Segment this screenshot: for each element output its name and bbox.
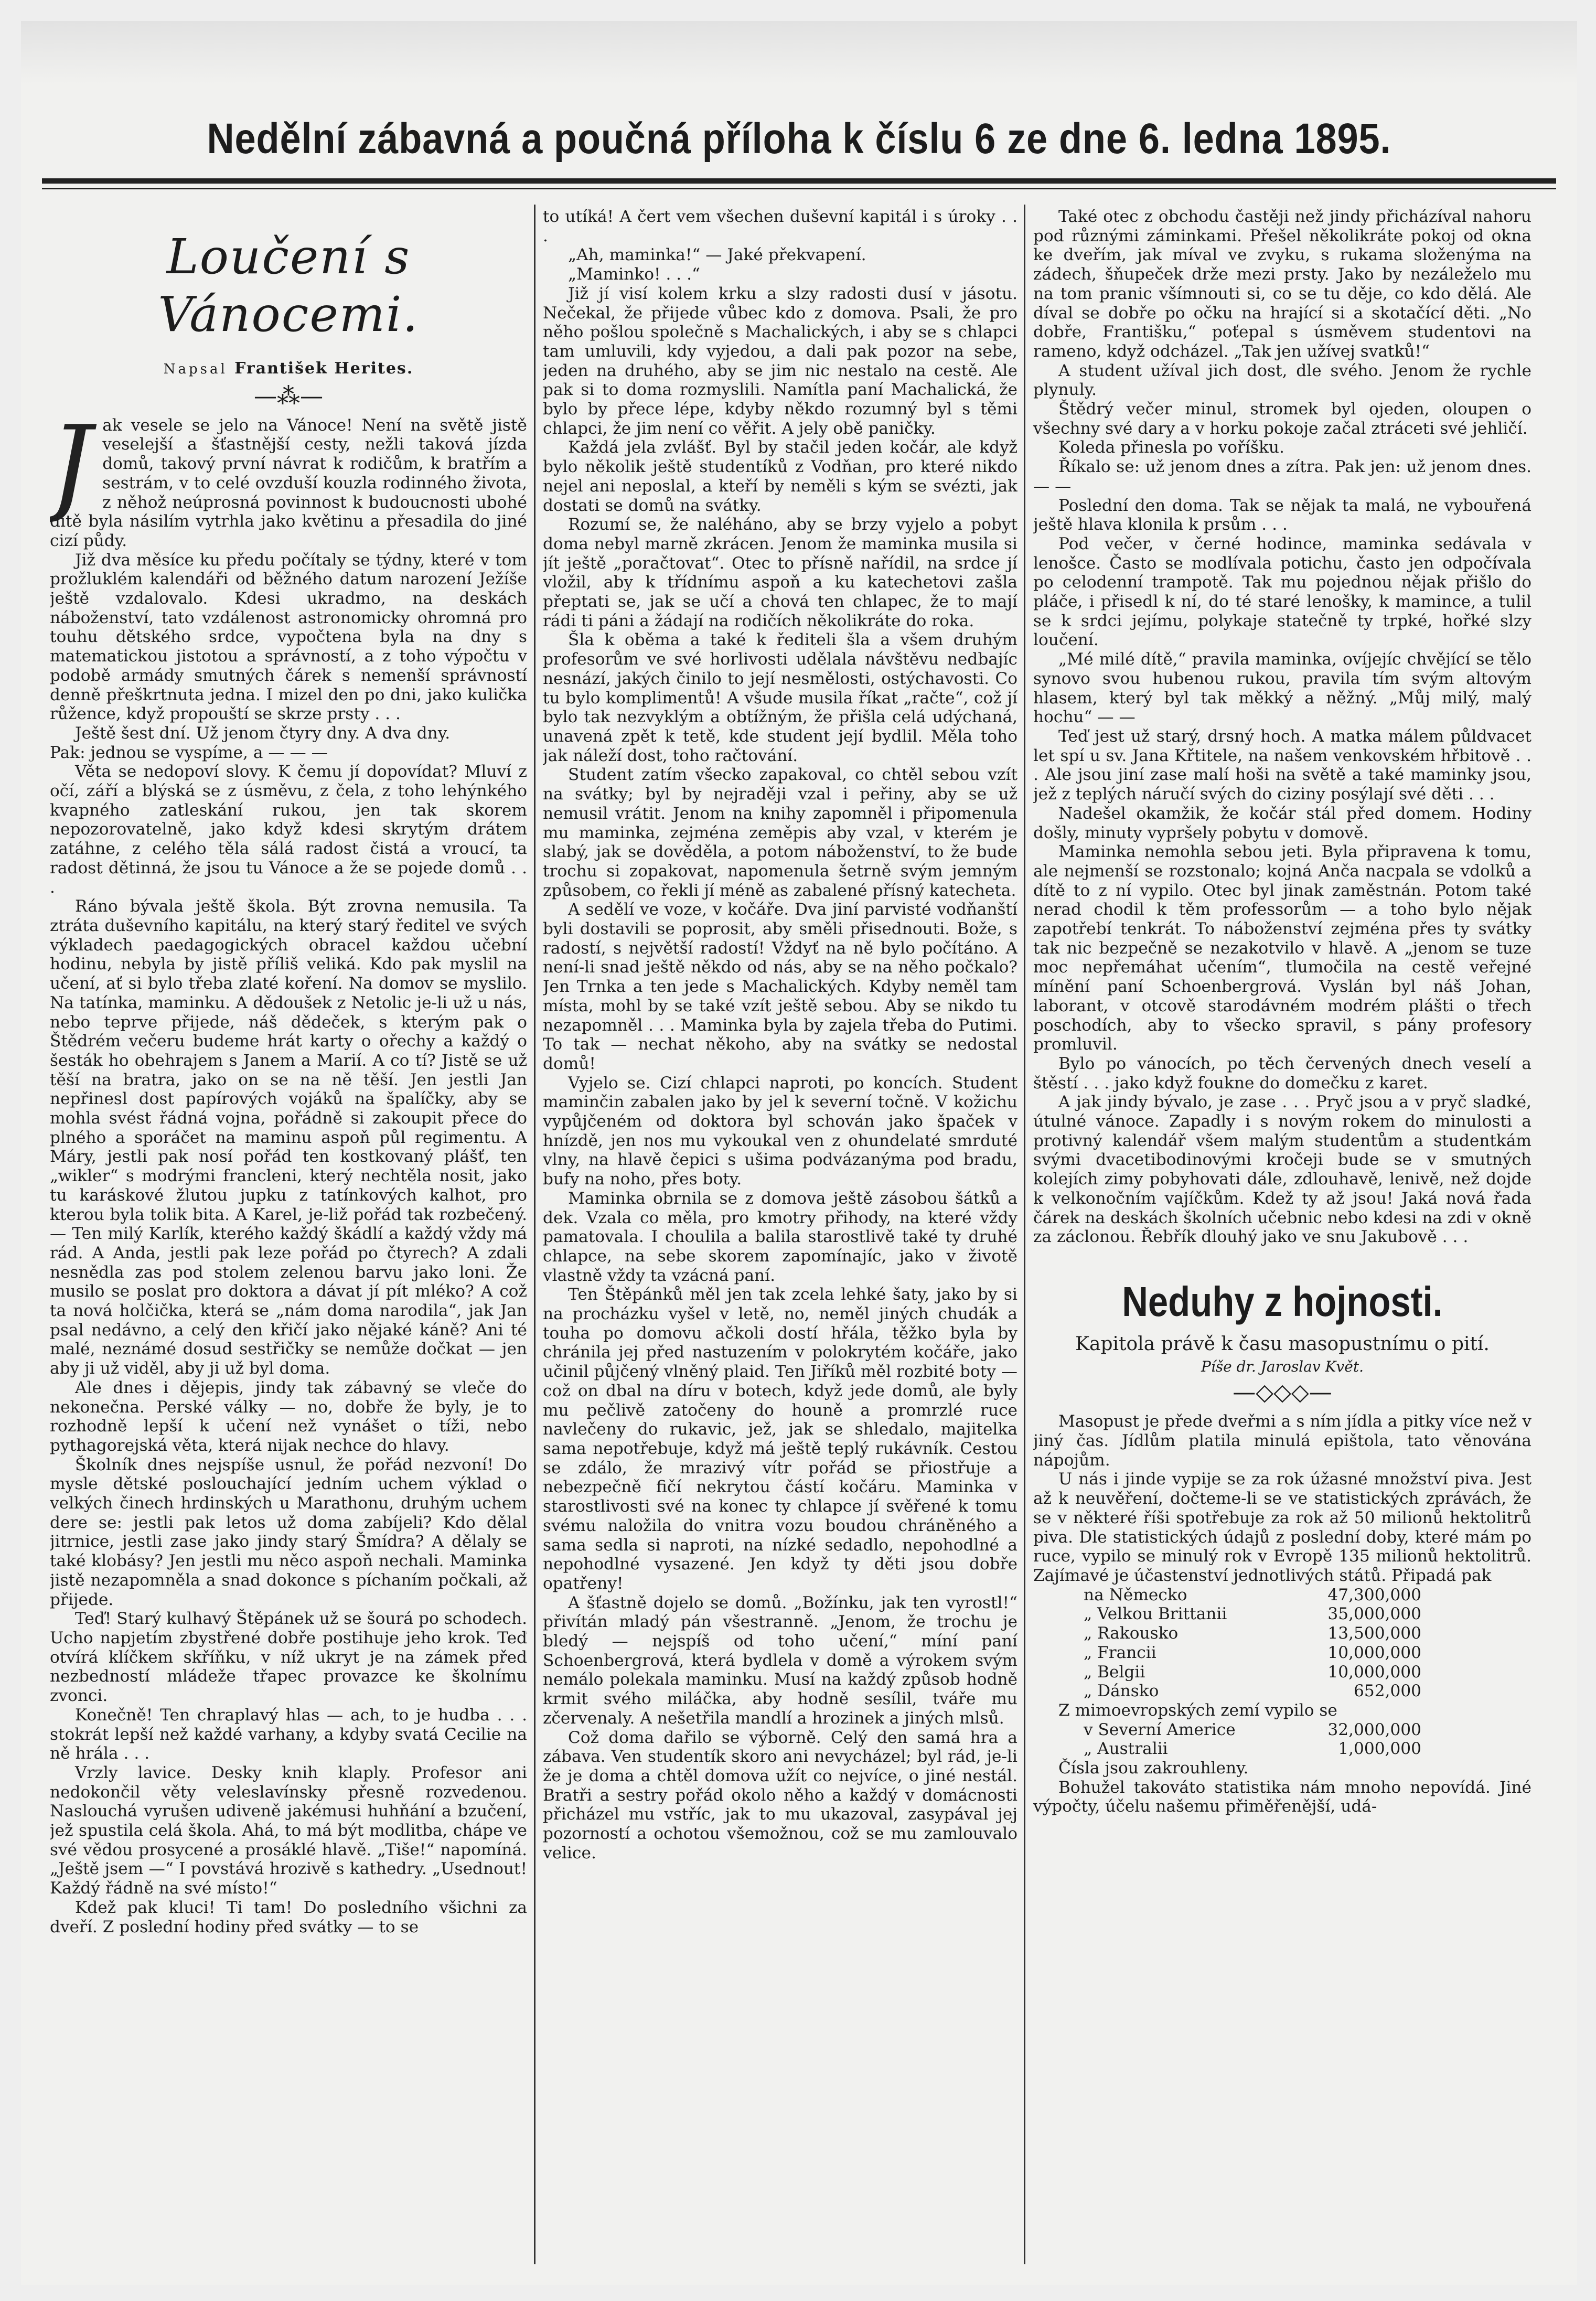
- paragraph: Masopust je předе dveřmi a s ním jídla a pitky více než v jiný čas. Jídlům platila minulá epištola, tato věnována nápojům.: [1033, 1412, 1531, 1470]
- paragraph: Vyjelo se. Cizí chlapci naproti, po koncích. Student maminčin zabalen jako by jel k severní točně. V kožichu vypůjčeném od doktora byl schován jako špaček v hnízdě, jen nos mu vykoukal ven z ohundelaté smrduté vlny, na hlavě čepici s ušima podvázanýma pod bradu, bufy na noho, přes boty.: [543, 1073, 1017, 1189]
- paragraph: Poslední den doma. Tak se nějak ta malá, ne vybouřená ještě hlava klonila k prsům . . .: [1033, 496, 1531, 534]
- paragraph: A jak jindy bývalo, je zase . . . Pryč jsou a v pryč sladké, útulné vánoce. Zapadly i s novým rokem do minulosti a protivný kalendář všem malým studentům a studentkám svými dvacetibodinovými kročeji bude se v smutných kolejích zimy pobyhovati dále, zdlouhavě, lenivě, než dojde k velkonočním vajíčkům. Kdež ty až jsou! Jaká nová řada čárek na deskách školních učebnic nebo kdesi na zdi v okně za záclonou. Řebřík dlouhý jako ve snu Jakubově . . .: [1033, 1093, 1531, 1247]
- newspaper-page: [21, 21, 1577, 2285]
- paragraph: Student zatím všecko zapakoval, co chtěl sebou vzít na svátky; byl by nejraději vzal i peřiny, aby se už nemusil vrátit. Jenom na knihy zapomněl i připomenula mu maminka, zejména zeměpis aby vzal, v kterém je slabý, jak se dověděla, a potom náboženství, to že bude trochu si zopakovat, napomenula šetrně svým jemným způsobem, co řekli jí méně as zabalené přísný katecheta.: [543, 765, 1017, 900]
- paragraph: Ten Štěpánků měl jen tak zcela lehké šaty, jako by si na procházku vyšel v letě, no, neměl jiných chudák a touha po domovu ačkoli dostí hřála, těžko byla by chránila jej před nastuzením v polokrytém kočáře, jako učinil půjčený vlněný plaid. Ten Jiříků měl rozbité boty — což on dbal na díru v botech, když jede domů, ale byly mu pečlivě zatočeny do houně a promrzlé ruce navlečeny do rukavic, jež, jak se shledalo, majitelka sama nepotřebuje, když má ještě teplý rukávník. Cestou se zdálo, že mrazivý vítr pořád se přiostřuje a nebezpečně fičí nekrytou částí kočáru. Maminka v starostlivosti své na konec ty chlapce jí svěřené k tomu svému naložila do vnitra vozu boudou chráněného a sama sedla si naproti, na nízké sedadlo, nepohodlné a nepohodlné vysazené. Jen když ty děti jsou dobře opatřeny!: [543, 1285, 1017, 1593]
- stats-row: [1033, 1624, 1531, 1643]
- masthead-rule-thick: [42, 178, 1556, 184]
- paragraph: Již jí visí kolem krku a slzy radosti dusí v jásotu. Nečekal, že přijede vůbec kdo z domova. Psali, že pro něho pošlou společně s Machalických, i aby se s chlapci tam umluvili, kdy vyjedou, a dali pak pozor na sebe, jeden na druhého, aby se jim nic nestalo na cestě. Ale pak si to doma rozmyslili. Namítla paní Machalická, že bylo by přece lépe, kdyby někdo rozumný byl s těmi chlapci, že jim není co věřit. A jely obě paničky.: [543, 284, 1017, 438]
- paragraph: Nadešel okamžik, že kočár stál před domem. Hodiny došly, minuty vypršely pobytu v domově.: [1033, 804, 1531, 842]
- stats-country: „ Dánsko: [1084, 1682, 1159, 1701]
- stats-row: [1033, 1586, 1531, 1605]
- paragraph: Bylo po vánocích, po těch červených dnech veselí a štěstí . . . jako když foukne do domečku z karet.: [1033, 1054, 1531, 1093]
- stats-value: 13,500,000: [1327, 1624, 1421, 1643]
- paragraph: Také otec z obchodu častěji než jindy přicházíval nahoru pod různými záminkami. Přešel několikráte pokoj od okna ke dveřím, jak míval ve zvyku, s rukama složenýma na zádech, šňupeček drže mezi prsty. Jako by nezáleželo mu na tom pranic všímnouti si, co se tu děje, co kdo dělá. Ale díval se dobře po očku na hrající si a skotačící děti. „No dobře, Františku,“ poťepal s úsměvem studentovi na rameno, když odcházel. „Tak jen užívej svatků!“: [1033, 207, 1531, 361]
- stats-row: [1033, 1682, 1531, 1701]
- paragraph: Maminka obrnila se z domova ještě zásobou šátků a dek. Vzala co měla, pro kmotry přihody, na které vždy pamatovala. I choulila a balila starostlivě také ty druhé chlapce, na sebe skorem zapomínajíc, jako v životě vlastně vždy ta vzácná paní.: [543, 1189, 1017, 1285]
- masthead-rule-thin: [42, 188, 1556, 189]
- paragraph: Kdež pak kluci! Ti tam! Do posledního všichni za dveří. Z poslední hodiny před svátky — to se: [50, 1898, 527, 1936]
- stats-country: „ Belgii: [1084, 1662, 1145, 1682]
- beer-stats-europe: [1033, 1586, 1531, 1701]
- paragraph: Štědrý večer minul, stromek byl ojeden, oloupen o všechny své dary a v horku pokoje začal ztráceti své jehličí.: [1033, 400, 1531, 438]
- stats-value: 1,000,000: [1338, 1739, 1421, 1759]
- paragraph: Koleda přinesla po voříšku.: [1058, 438, 1284, 457]
- paragraph: to utíká! A čert vem všechen duševní kapitál i s úroky . . .: [543, 207, 1017, 245]
- paragraph: Říkalo se: už jenom dnes a zítra. Pak jen: už jenom dnes. — —: [1033, 457, 1531, 496]
- paragraph: Ráno bývala ještě škola. Být zrovna nemusila. Ta ztráta duševního kapitálu, na který starý ředitel ve svých výkladech paedagogických obracel každou učební hodinu, nebyla by jistě příliš veliká. Kdo pak myslil na učení, ať si bylo třeba zlaté koření. Na domov se myslilo. Na tatínka, maminku. A dědoušek z Netolic je-li už u nás, nebo teprve přijede, náš dědeček, s kterým pak o Štědrém večeru budeme hrát karty o ořechy a každý o šesták ho obehrajem s Janem a Marií. A co tí? Jistě se už těší na bratra, jako on se na ně těší. Jen jestli Jan nepřinesl dost papírových vojáků na špalíčky, aby se mohla svést řádná vojna, pořádně si zakoupit přece do plného a sporáčet na maminu aspoň půl regimentu. A Máry, jestli pak nosí pořád ten kostkovaný plášť, ten „wikler“ s modrými francleni, který nechtěla nosit, jako tu karáskové žlutou jupku z tatínkových kalhot, pro kterou byla tolik bita. A Karel, je-liž pořád tak rozbečený. — Ten milý Karlík, kterého každý škádlí a každý vždy má rád. A Anda, jestli pak leze pořád po čtyrech? A zdali nesnědla zas pod stolem zelenou barvu jako loni. Že musilo se poslat pro doktora a dávat jí pít mléko? A což ta nová holčička, která se „nám doma narodila“, jak Jan psal nedávno, a celý den křičí jako nějaké káně? Ani té malé, neznámé dosud sestřičky se nemůže dočkat — jen aby ji už viděl, aby ji už byl doma.: [50, 897, 527, 1378]
- stats-row: [1033, 1720, 1531, 1740]
- paragraph: Ještě šest dní. Už jenom čtyry dny. A dva dny.: [75, 723, 451, 743]
- paragraph: Pod večer, v černé hodince, maminka sedávala v lenošce. Často se modlívala potichu, často jen odpočívala po celodenní trampotě. Tak mu pojednou nějak přišlo do pláče, i přisedl k ní, do té staré lenošky, k mamince, a tulil se k srdci jejímu, polykaje statečně ty trpké, hořké slzy loučení.: [1033, 534, 1531, 650]
- paragraph: Ale dnes i dějepis, jindy tak zábavný se vleče do nekonečna. Perské války — no, dobře že byly, je to rozhodně lepší k učení než vynášet o tíži, nebo pythagorejská věta, která nijak nechce do hlavy.: [50, 1378, 527, 1455]
- paragraph: Teď! Starý kulhavý Štěpánek už se šourá po schodech. Ucho napjetím zbystřené dobře postihuje jeho krok. Teď otvírá klíčkem skříňku, v níž ukryt je na zámek před nezbedností mládeže třapec provazce ke školnímu zvonci.: [50, 1609, 527, 1706]
- stats-country: na Německo: [1084, 1585, 1187, 1604]
- column-divider: [1024, 205, 1025, 2264]
- stats-row: [1033, 1663, 1531, 1682]
- byline: [50, 359, 527, 379]
- paragraph: Bohužel takováto statistika nám mnoho nepovídá. Jiné výpočty, účelu našemu přiměřenější, udá-: [1033, 1778, 1531, 1816]
- section-subtitle: Kapitola právě k času masopustnímu o pití.: [1075, 1333, 1490, 1355]
- stats-country: „ Australii: [1084, 1739, 1168, 1759]
- stats-value: 35,000,000: [1327, 1604, 1421, 1624]
- section-title: Neduhy z hojnosti.: [1122, 1278, 1443, 1325]
- column-divider: [534, 205, 535, 2264]
- stats-value: 10,000,000: [1327, 1662, 1421, 1682]
- stats-value: 32,000,000: [1327, 1720, 1421, 1739]
- paragraph: Čísla jsou zakrouhleny.: [1058, 1759, 1249, 1778]
- paragraph: Školník dnes nejspíše usnul, že pořád nezvoní! Do mysle dětské poslouchající jedním uchem výklad o velkých činech hrdinských u Marathonu, druhým uchem dere se: jestli pak letos už doma zabíjeli? Kdo dělal jitrnice, jestli zase jako jindy starý Šmídra? A dělaly se také klobásy? Jen jestli mu něco aspoň nechali. Maminka jistě nezapomněla a snad dokonce s píchaním počkali, až přijede.: [50, 1455, 527, 1609]
- beer-stats-other: [1033, 1720, 1531, 1759]
- ornament-divider: —◇◇◇—: [1233, 1379, 1332, 1406]
- stats-country: v Severní Americe: [1084, 1720, 1236, 1739]
- paragraph: ak vesele se jelo na Vánoce! Není na světě jistě veselejší a šťastnější cesty, nežli taková jízda domů, takový první návrat k rodičům, k bratřím a sestrám, v to celé ovzduší kouzla rodinného života, z něhož neúprosná povinnost k budoucnosti ubohé dítě byla násilím vytrhla jako květinu a přesadila do jiné cizí půdy.: [50, 415, 527, 550]
- section-author: Píše dr. Jaroslav Květ.: [1201, 1357, 1364, 1375]
- stats-country: „ Rakousko: [1084, 1624, 1179, 1643]
- paragraph: Každá jela zvlášť. Byl by stačil jeden kočár, ale když bylo několik ještě studentíků z Vodňan, pro které nikdo nejel ani neposlal, a kteří by neměli s kým se svézti, jak dostati se domů na svátky.: [543, 438, 1017, 515]
- stats-row: [1033, 1604, 1531, 1624]
- paragraph: Věta se nedopoví slovy. K čemu jí dopovídat? Mluví z očí, září a blýská se z úsměvu, z čela, z toho lehýnkého kvapného zatleskání rukou, jen tak skorem nepozorovatelně, jako když kdesi skrytým drátem zatáhne, z celého těla sálá radost čistá a vroucí, ta radost dětinná, že jsou tu Vánoce a že se pojede domů . . .: [50, 762, 527, 897]
- paragraph: Maminka nemohla sebou jeti. Byla připravena k tomu, ale nejmenší se rozstonalo; kojná Anča nacpala se vdolků a dítě to z ní vypilo. Otec byl jinak zaměstnán. Potom také nerad chodil k těm professorům — a toho bylo nějak zapotřebí tenkrát. To náboženství zejména přes ty svátky tak nic bezpečně se nezakotvilo v hlavě. A „jenom se tuze moc nepřemáhat učením“, tlumočila na cestě veřejné mínění paní Schoenbergrová. Vyslán byl náš Johan, laborant, v otcově starodávném modrém plášti o třech poschodích, aby to všecko spravil, s pány profesory promluvil.: [1033, 842, 1531, 1054]
- byline-prefix: Napsal: [163, 361, 228, 377]
- stats-value: 652,000: [1354, 1682, 1421, 1701]
- article-title: Loučení s Vánocemi.: [158, 229, 419, 343]
- paragraph: Z mimoevropských zemí vypilo se: [1058, 1700, 1337, 1720]
- paragraph: Již dva měsíce ku předu počítaly se týdny, které v tom prožluklém kalendáři od běžného datum narození Ježíše ještě vzdalovalo. Kdesi ukradmo, na deskách náboženství, tato vzdálenost astronomicky ohromná pro touhu dětského srdce, vypočtena byla na dny s matematickou jistotou a správností, a z toho výpočtu v podobě armády smutných čárek s nemenší správností denně přeškrtnuta jedna. I mizel den po dni, jako kulička růžence, když propouští se skrze prsty . . .: [50, 550, 527, 724]
- paragraph: Pak: jednou se vyspíme, a — — —: [50, 743, 328, 762]
- paragraph: A šťastně dojelo se domů. „Božínku, jak ten vyrostl!“ přivítán mladý pán všestranně. „Jenom, že trochu je bledý — nejspíš od toho učení,“ míní paní Schoenbergrová, která bydlela v domě a výrokem svým nemálo polekala maminku. Musí na každý způsob hodně krmit svého miláčka, aby hodně sesílil, tváře mu zčervenaly. A nešetřila mandlí a hrozinek a jiných mlsů.: [543, 1593, 1017, 1728]
- paragraph: A sedělí ve voze, v kočáře. Dva jiní parvisté vodňanští byli dostavili se poprosit, aby směli přisednouti. Bože, s radostí, s největší radostí! Vždyť na ně bylo počítáno. A není-li snad ještě někdo od nás, aby se na něho počkalo? Jen Trnka a ten jede s Machalických. Kdyby neměl tam místa, mohl by se také vzít ještě sebou. Aby se nikdo tu nezapomněl . . . Maminka byla by zajela třeba do Putimi. To tak — nechat někoho, aby na svátky se nedostal domů!: [543, 900, 1017, 1073]
- paragraph: Rozumí se, že naléháno, aby se brzy vyjelo a pobyt doma nebyl marně zkrácen. Jenom že maminka musila si jít ještě „poračtovat“. Otec to přísně nařídil, na srdce jí vložil, aby k třídnímu aspoň a ku katechetovi zašla přeptati se, jak se učí a chová ten chlapec, že to mají rádi ti páni a žádají na rodičích několikráte do roka.: [543, 515, 1017, 630]
- paragraph: Vrzly lavice. Desky knih klaply. Profesor ani nedokončil věty veleslavínsky přesně rozvedenou. Naslouchá vyrušen udiveně jakémusi huhňání a bzučení, jež spustila celá škola. Ahá, to má být modlitba, chápe ve své vědou prosycené a prosáklé hlavě. „Tiše!“ napomíná. „Ještě jsem —“ I povstává hrozivě s kathedry. „Usednout! Každý řádně na své místo!“: [50, 1763, 527, 1898]
- paragraph: Šla k oběma a také k řediteli šla a všem druhým profesorům ve své horlivosti udělala návštěvu nedbajíc nesnází, jakých činilo to její nesmělosti, ostýchavosti. Co tu bylo komplimentů! A všude musila říkat „račte“, což jí bylo tak nezvyklým a obtížným, že přišla celá udýchaná, unavená zpět k tetě, kde student její bydlil. Měla toho jak náleží dost, toho račtování.: [543, 630, 1017, 765]
- paragraph: U nás i jinde vypije se za rok úžasné množství piva. Jest až k neuvěření, dočteme-li se ve statistických zprávách, že se v některé říši spotřebuje za rok až 50 milionů hektolitrů piva. Dle statistických údajů z poslední doby, které mám po ruce, vypilo se minulý rok v Evropě 135 milionů hektolitrů. Zajímavé je účastenství jednotlivých států. Připadá pak: [1033, 1470, 1531, 1585]
- paragraph: A student užíval jich dost, dle svého. Jenom že rychle plynuly.: [1033, 361, 1531, 400]
- paragraph: Konečně! Ten chraplavý hlas — ach, to je hudba . . . stokrát lepší než každé varhany, a kdyby svatá Cecilie na ně hrála . . .: [50, 1705, 527, 1763]
- paragraph: Což doma dařilo se výborně. Celý den samá hra a zábava. Ven studentík skoro ani nevycházel; byl rád, je-li že je doma a chtěl domova užít co nejvíce, o jiné nestál. Bratři a sestry pořád okolo něho a každý v domácnosti přicházel mu vstříc, jak to mu ukazoval, zasypával jej pozorností a ochotou všemožnou, což se mu zamlouvalo velice.: [543, 1728, 1017, 1863]
- stats-value: 47,300,000: [1327, 1585, 1421, 1604]
- column-2: [543, 207, 1017, 2264]
- stats-row: [1033, 1643, 1531, 1663]
- ornament-divider: —⁂—: [254, 382, 323, 410]
- byline-author: František Herites.: [234, 359, 414, 378]
- column-3: [1033, 207, 1531, 2264]
- paragraph: „Ah, maminka!“ — Jaké překvapení.: [568, 245, 866, 265]
- paragraph: „Mé milé dítě,“ pravila maminka, ovíjejíc chvějící se tělo synovo svou hubenou rukou, pravila tím svým altovým hlasem, který byl tak měkký a něžný. „Můj milý, malý hochu“ — —: [1033, 650, 1531, 727]
- scan-edge-shadow: [21, 21, 1577, 84]
- masthead-title: Nedělní zábavná a poučná příloha k číslu 6 ze dne 6. ledna 1895.: [207, 115, 1391, 163]
- drop-cap: J: [50, 403, 92, 526]
- stats-country: „ Velkou Brittanii: [1084, 1604, 1227, 1624]
- stats-value: 10,000,000: [1327, 1643, 1421, 1662]
- paragraph: „Maminko! . . .“: [568, 265, 700, 284]
- stats-country: „ Francii: [1084, 1643, 1156, 1662]
- column-1: [50, 207, 527, 2264]
- paragraph: Teď jest už starý, drsný hoch. A matka málem půldvacet let spí u sv. Jana Křtitele, na našem venkovském hřbitově . . . Ale jsou jiní zase malí hoši na světě a také maminky jsou, jež z teplých náručí svých do ciziny posýlají své děti . . .: [1033, 726, 1531, 804]
- stats-row: [1033, 1739, 1531, 1759]
